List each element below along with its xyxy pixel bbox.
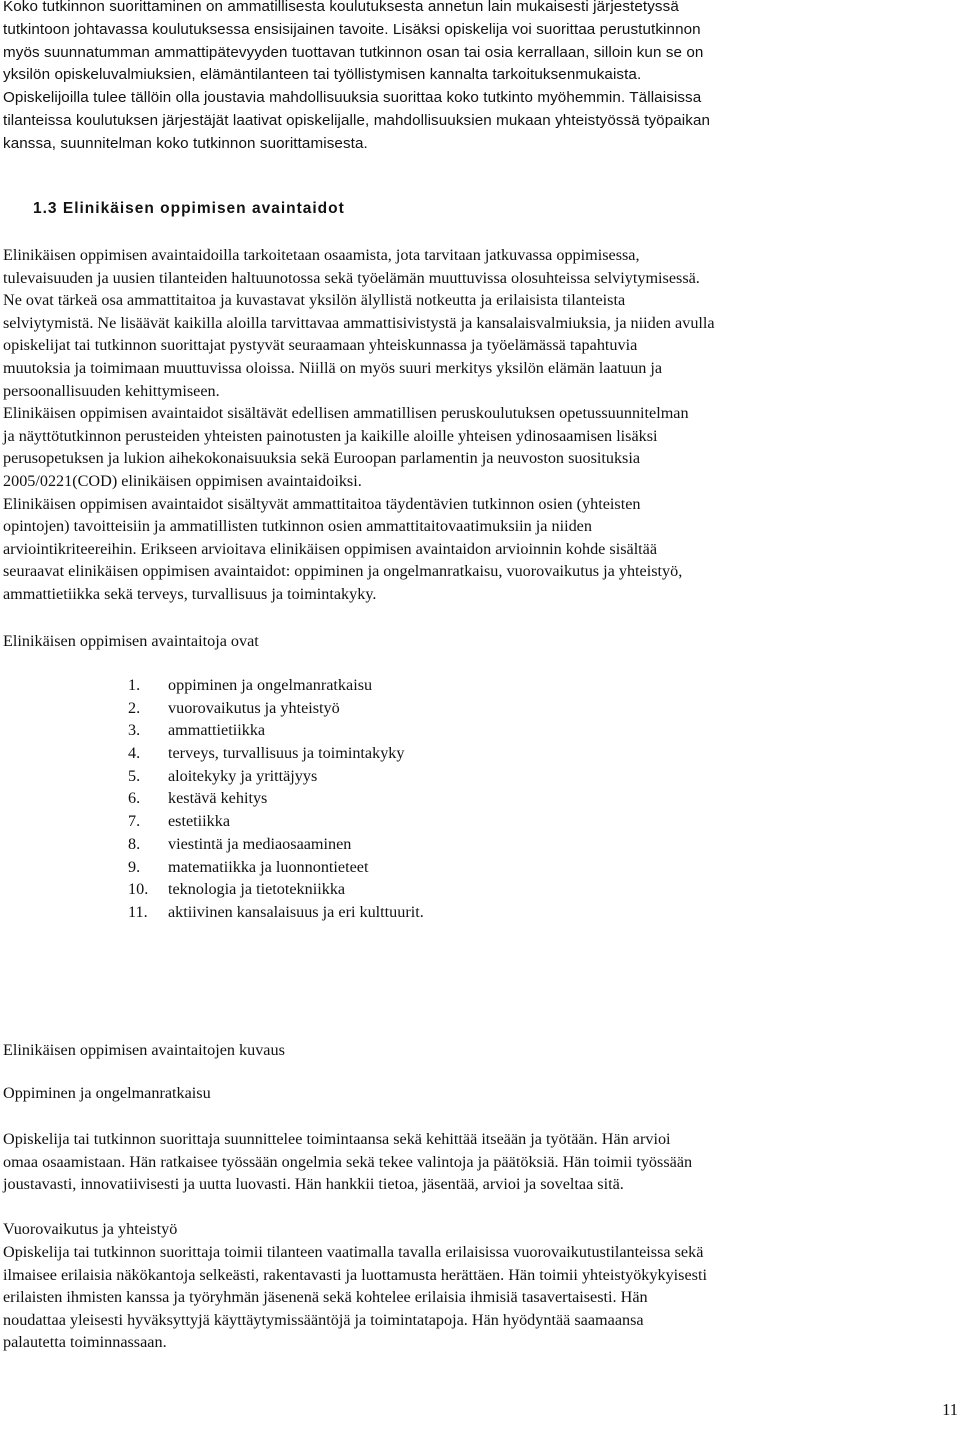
list-item-number: 4. [128, 744, 141, 763]
list-item [128, 810, 424, 833]
list-item-text: aloitekyky ja yrittäjyys [168, 766, 318, 785]
section-heading: 1.3 Elinikäisen oppimisen avaintaidot [33, 200, 345, 217]
list-item-text: ammattietiikka [168, 721, 266, 740]
list-item [128, 833, 424, 856]
list-item [128, 901, 424, 924]
list-item-text: oppiminen ja ongelmanratkaisu [168, 676, 373, 694]
list-item [128, 787, 424, 810]
list-item-text: estetiikka [168, 812, 231, 831]
subheading-interaction: Vuorovaikutus ja yhteistyö [3, 1220, 178, 1238]
list-item-text: kestävä kehitys [168, 789, 268, 808]
list-item-number: 10. [128, 880, 149, 899]
list-item-text: viestintä ja mediaosaaminen [168, 834, 352, 853]
list-item-number: 1. [128, 676, 141, 694]
list-item-number: 9. [128, 857, 141, 876]
list-item-number: 7. [128, 812, 141, 831]
list-item [128, 856, 424, 879]
intro-paragraph: Koko tutkinnon suorittaminen on ammatillisesta koulutuksesta annetun lain mukaisesti järjestetyssä tutkintoon johtavassa koulutuksessa ensisijainen tavoite. Lisäksi opiskelija voi suorittaa perustutkinnon myös suunnatumman ammattipätevyyden tuottavan tutkinnon osan tai osia kerrallaan, silloin kun se on yksilön opiskeluvalmiuksien, elämäntilanteen tai työllistymisen kannalta tarkoituksenmukaista. Opiskelijoilla tulee tällöin olla joustavia mahdollisuuksia suorittaa koko tutkinto myöhemmin. Tällaisissa tilanteissa koulutuksen järjestäjät laativat opiskelijalle, mahdollisuuksien mukaan yhteistyössä työpaikan kanssa, suunnitelman koko tutkinnon suorittamisesta. [3, 0, 711, 152]
description-title: Elinikäisen oppimisen avaintaitojen kuvaus [3, 1041, 285, 1059]
subheading-learning: Oppiminen ja ongelmanratkaisu [3, 1084, 211, 1102]
list-item [128, 765, 424, 788]
list-item-number: 11. [128, 902, 148, 921]
page-number: 11 [942, 1400, 958, 1419]
list-item [128, 697, 424, 720]
section-body: Elinikäisen oppimisen avaintaidoilla tarkoitetaan osaamista, jota tarvitaan jatkuvassa oppimisessa, tulevaisuuden ja uusien tilanteiden haltuunotossa sekä työelämän muuttuvissa olosuhteissa selviytymisessä. Ne ovat tärkeä osa ammattitaitoa ja kuvastavat yksilön älyllistä notkeutta ja erilaisista tilanteista selviytymistä. Ne lisäävät kaikilla aloilla tarvittavaa ammattisivistystä ja kansalaisvalmiuksia, ja niiden avulla opiskelijat tai tutkinnon suorittajat pystyvät seuraamaan yhteiskunnassa ja työelämässä tapahtuvia muutoksia ja toimimaan muuttuvissa oloissa. Niillä on myös suuri merkitys yksilön elämän laatuun ja persoonallisuuden kehittymiseen. Elinikäisen oppimisen avaintaidot sisältävät edellisen ammatillisen peruskoulutuksen opetussuunnitelman ja näyttötutkinnon perusteiden yhteisten painotusten ja kaikille aloille yhteisen ydinosaamisen lisäksi perusopetuksen ja lukion aihekokonaisuuksia sekä Euroopan parlamentin ja neuvoston suosituksia 2005/0221(COD) elinikäisen oppimisen avaintaidoiksi. Elinikäisen oppimisen avaintaidot sisältyvät ammattitaitoa täydentävien tutkinnon osien (yhteisten opintojen) tavoitteisiin ja ammatillisten tutkinnon osien ammattitaitovaatimuksiin ja niiden arviointikriteereihin. Erikseen arvioitava elinikäisen oppimisen avaintaidon arvioinnin kohde sisältää seuraavat elinikäisen oppimisen avaintaidot: oppiminen ja ongelmanratkaisu, vuorovaikutus ja yhteistyö, ammattietiikka sekä terveys, turvallisuus ja toimintakyky. [3, 246, 715, 603]
list-item-text: teknologia ja tietotekniikka [168, 880, 346, 899]
list-item-text: vuorovaikutus ja yhteistyö [168, 698, 340, 717]
list-intro: Elinikäisen oppimisen avaintaitoja ovat [3, 632, 259, 650]
list-item-text: aktiivinen kansalaisuus ja eri kulttuurit. [168, 902, 424, 921]
list-item [128, 878, 424, 901]
list-item-number: 3. [128, 721, 141, 740]
list-item-number: 6. [128, 789, 141, 808]
list-item-number: 5. [128, 766, 141, 785]
list-item [128, 674, 424, 697]
paragraph-learning: Opiskelija tai tutkinnon suorittaja suunnittelee toimintaansa sekä kehittää itseään ja työtään. Hän arvioi omaa osaamistaan. Hän ratkaisee työssään ongelmia sekä tekee valintoja ja päätöksiä. Hän toimii työssään joustavasti, innovatiivisesti ja uutta luovasti. Hän hankkii tietoa, jäsentää, arvioi ja soveltaa sitä. [3, 1130, 693, 1194]
list-item [128, 719, 424, 742]
list-item-text: matematiikka ja luonnontieteet [168, 857, 369, 876]
key-skills-list [128, 674, 424, 924]
list-item-number: 8. [128, 834, 141, 853]
paragraph-interaction: Opiskelija tai tutkinnon suorittaja toimii tilanteen vaatimalla tavalla erilaisissa vuorovaikutustilanteissa sekä ilmaisee erilaisia näkökantoja selkeästi, rakentavasti ja luottamusta herättäen. Hän toimii yhteistyökykyisesti erilaisten ihmisten kanssa ja työryhmän jäsenenä sekä kohtelee erilaisia ihmisiä tasavertaisesti. Hän noudattaa yleisesti hyväksyttyjä käyttäytymissääntöjä ja toimintatapoja. Hän hyödyntää saamaansa palautetta toiminnassaan. [3, 1243, 707, 1352]
list-item-text: terveys, turvallisuus ja toimintakyky [168, 744, 405, 763]
list-item-number: 2. [128, 698, 141, 717]
list-item [128, 742, 424, 765]
